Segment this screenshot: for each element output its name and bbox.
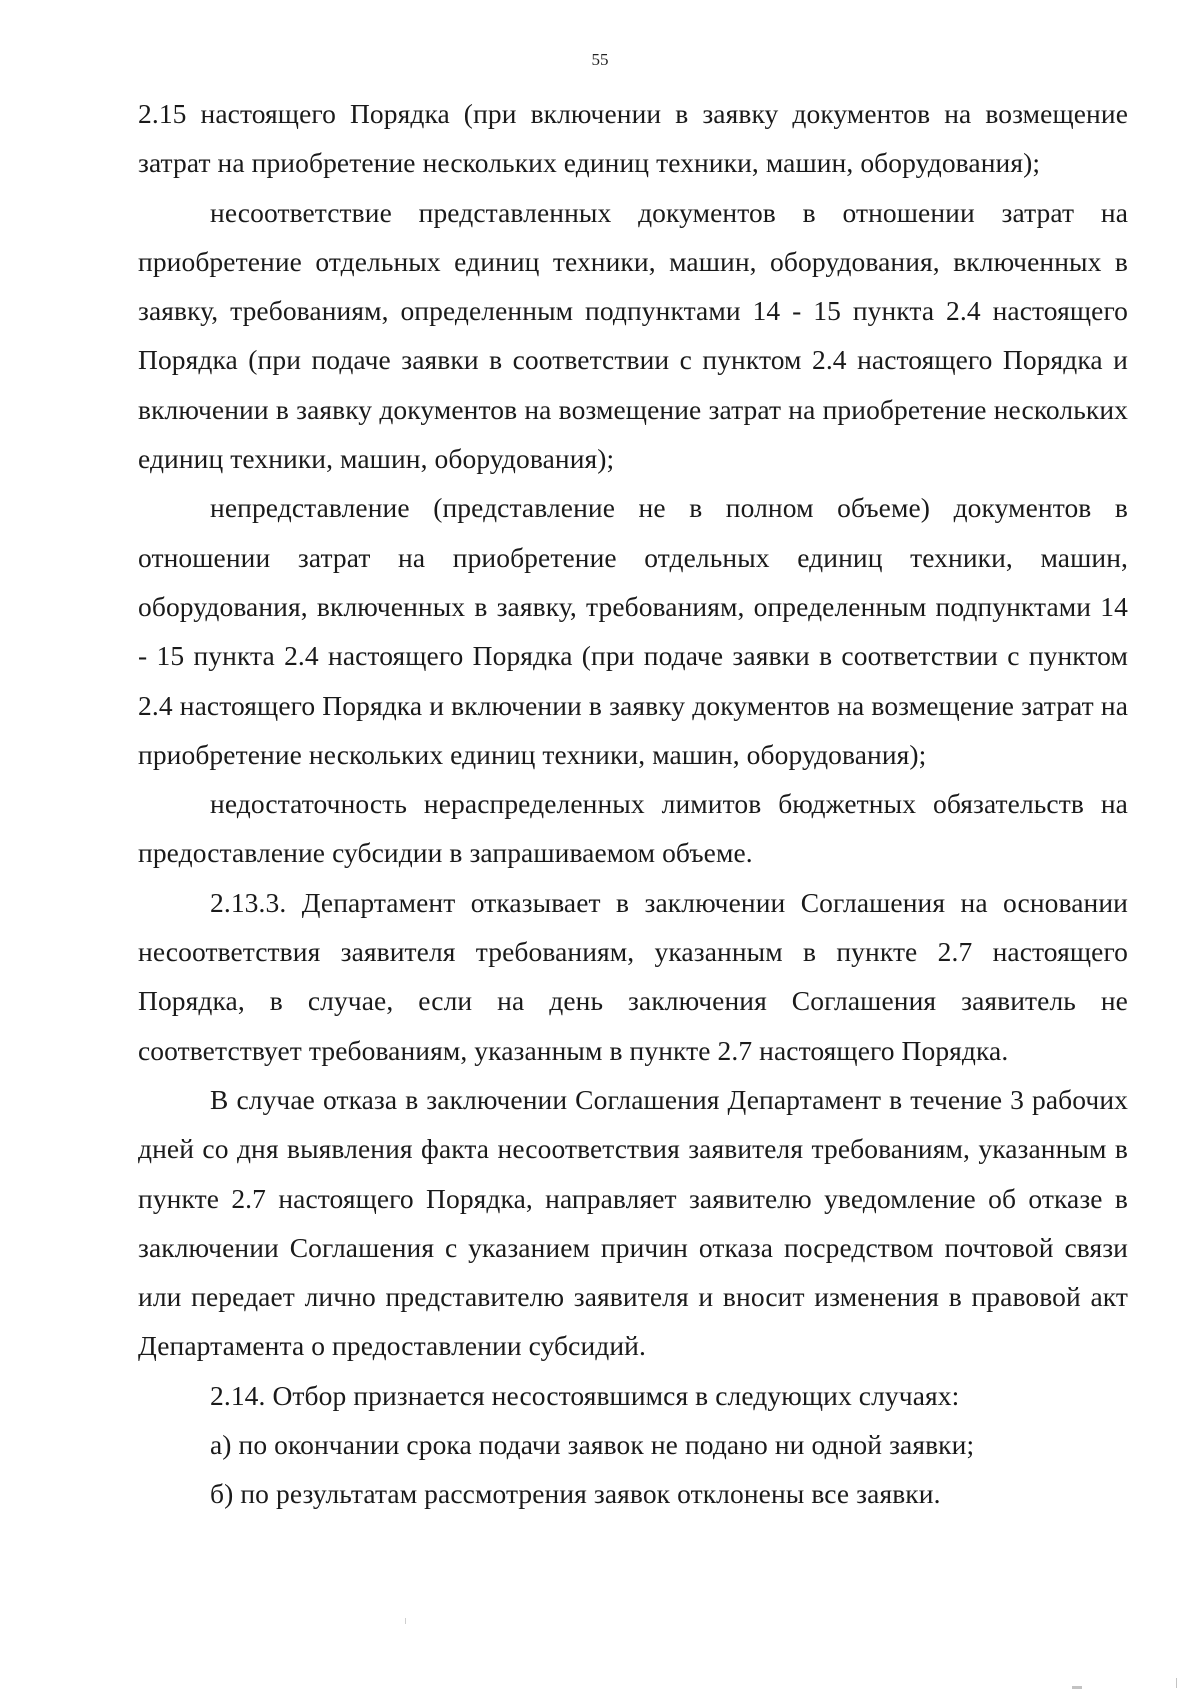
paragraph-refusal-notice: В случае отказа в заключении Соглашения Департамент в течение 3 рабочих дней со дня выявления факта несоответствия заявителя требованиям, указанным в пункте 2.7 настоящего Порядка, направляет заявителю уведомление об отказе в заключении Соглашения с указанием причин отказа посредством почтовой связи или передает лично представителю заявителя и вносит изменения в правовой акт Департамента о предоставлении субсидий. [138,1083,1128,1362]
paragraph-nonconformity: несоответствие представленных документов в отношении затрат на приобретение отдельных единиц техники, машин, оборудования, включенных в заявку, требованиям, определенным подпунктами 14 - 15 пункта 2.4 настоящего Порядка (при подаче заявки в соответствии с пунктом 2.4 настоящего Порядка и включении в заявку документов на возмещение затрат на приобретение нескольких единиц техники, машин, оборудования); [138,196,1128,475]
paragraph-nonsubmission: непредставление (представление не в полном объеме) документов в отношении затрат на приобретение отдельных единиц техники, машин, оборудования, включенных в заявку, требованиям, определенным подпунктами 14 - 15 пункта 2.4 настоящего Порядка (при подаче заявки в соответствии с пунктом 2.4 настоящего Порядка и включении в заявку документов на возмещение затрат на приобретение нескольких единиц техники, машин, оборудования); [138,492,1128,770]
scan-artifact-center [405,1618,406,1624]
page-number: 55 [591,50,609,69]
document-body [138,89,1128,1519]
paragraph-2-13-3: 2.13.3. Департамент отказывает в заключении Соглашения на основании несоответствия заявителя требованиям, указанным в пункте 2.7 настоящего Порядка, в случае, если на день заключения Соглашения заявитель не соответствует требованиям, указанным в пункте 2.7 настоящего Порядка. [138,886,1128,1066]
paragraph-continuation: 2.15 настоящего Порядка (при включении в заявку документов на возмещение затрат на приобретение нескольких единиц техники, машин, оборудования); [138,98,1128,179]
list-item-a: а) по окончании срока подачи заявок не подано ни одной заявки; [210,1429,975,1461]
list-item-b: б) по результатам рассмотрения заявок отклонены все заявки. [210,1478,941,1510]
paragraph-insufficient-limits: недостаточность нераспределенных лимитов бюджетных обязательств на предоставление субсидии в запрашиваемом объеме. [138,788,1128,869]
scan-artifact-corner-tick [1176,1678,1177,1688]
paragraph-2-14: 2.14. Отбор признается несостоявшимся в следующих случаях: [210,1379,960,1411]
scan-artifact-corner [1072,1686,1082,1689]
